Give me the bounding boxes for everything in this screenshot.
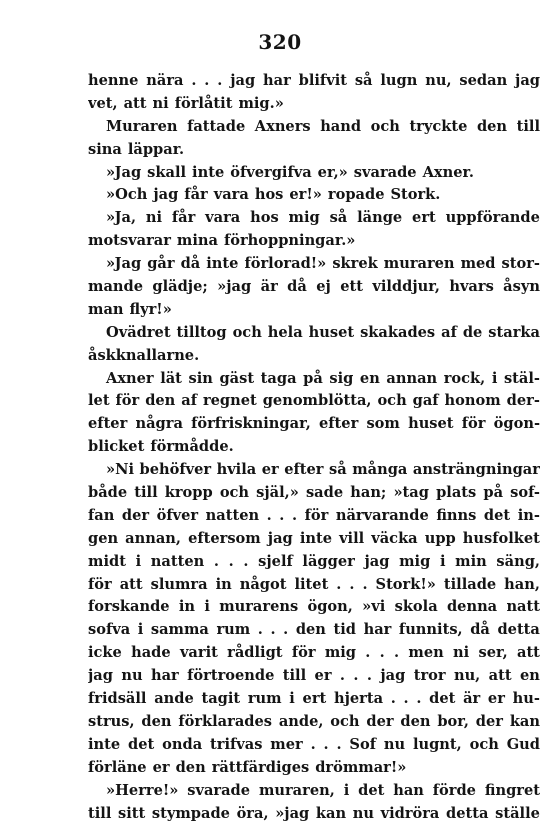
text-line: fan der öfver natten . . . för närvarande finns det in- xyxy=(88,506,540,524)
text-line: midt i natten . . . sjelf lägger jag mig i min säng, xyxy=(88,552,540,570)
text-line: fridsäll ande tagit rum i ert hjerta . . . det är er hu- xyxy=(88,690,540,708)
text-line: sofva i samma rum . . . den tid har funnits, då detta xyxy=(88,621,540,639)
text-line: blicket förmådde. xyxy=(88,438,234,456)
text-line: let för den af regnet genomblötta, och gaf honom der- xyxy=(88,392,540,410)
text-line: Ovädret tilltog och hela huset skakades af de starka xyxy=(106,323,540,341)
text-line: strus, den förklarades ande, och der den bor, der kan xyxy=(88,712,540,730)
text-line: för att slumra in något litet . . . Stork!» tillade han, xyxy=(88,575,540,593)
text-line: forskande in i murarens ögon, »vi skola denna natt xyxy=(88,598,540,616)
text-line: till sitt stympade öra, »jag kan nu vidröra detta ställe xyxy=(88,804,540,822)
text-line: icke hade varit rådligt för mig . . . men ni ser, att xyxy=(88,644,540,662)
text-line: »Ni behöfver hvila er efter så många ansträngningar xyxy=(106,461,540,479)
text-line: »Jag skall inte öfvergifva er,» svarade Axner. xyxy=(106,163,474,181)
text-line: Muraren fattade Axners hand och tryckte den till xyxy=(106,117,540,135)
text-line: efter några förfriskningar, efter som huset för ögon- xyxy=(88,415,540,433)
text-line: mande glädje; »jag är då ej ett vilddjur, hvars åsyn xyxy=(88,278,540,296)
text-line: vet, att ni förlåtit mig.» xyxy=(88,94,284,112)
text-line: inte det onda trifvas mer . . . Sof nu lugnt, och Gud xyxy=(88,735,540,753)
text-line: gen annan, eftersom jag inte vill väcka upp husfolket xyxy=(88,529,540,547)
text-line: motsvarar mina förhoppningar.» xyxy=(88,232,356,250)
text-line: sina läppar. xyxy=(88,140,185,158)
text-line: förläne er den rättfärdiges drömmar!» xyxy=(88,758,407,776)
body-text xyxy=(88,70,540,825)
text-line: Axner lät sin gäst taga på sig en annan rock, i stäl- xyxy=(106,369,540,387)
text-line: jag nu har förtroende till er . . . jag tror nu, att en xyxy=(88,667,540,685)
text-line: »Herre!» svarade muraren, i det han förde fingret xyxy=(106,781,540,799)
page-number: 320 xyxy=(258,30,302,54)
text-line: man flyr!» xyxy=(88,300,172,318)
text-line: »Jag går då inte förlorad!» skrek muraren med stor- xyxy=(106,255,540,273)
text-line: »Och jag får vara hos er!» ropade Stork. xyxy=(106,186,441,204)
text-line: »Ja, ni får vara hos mig så länge ert uppförande xyxy=(106,209,540,227)
text-line: åskknallarne. xyxy=(88,346,200,364)
text-line: henne nära . . . jag har blifvit så lugn nu, sedan jag xyxy=(88,72,540,89)
text-line: både till kropp och själ,» sade han; »tag plats på sof- xyxy=(88,484,540,502)
